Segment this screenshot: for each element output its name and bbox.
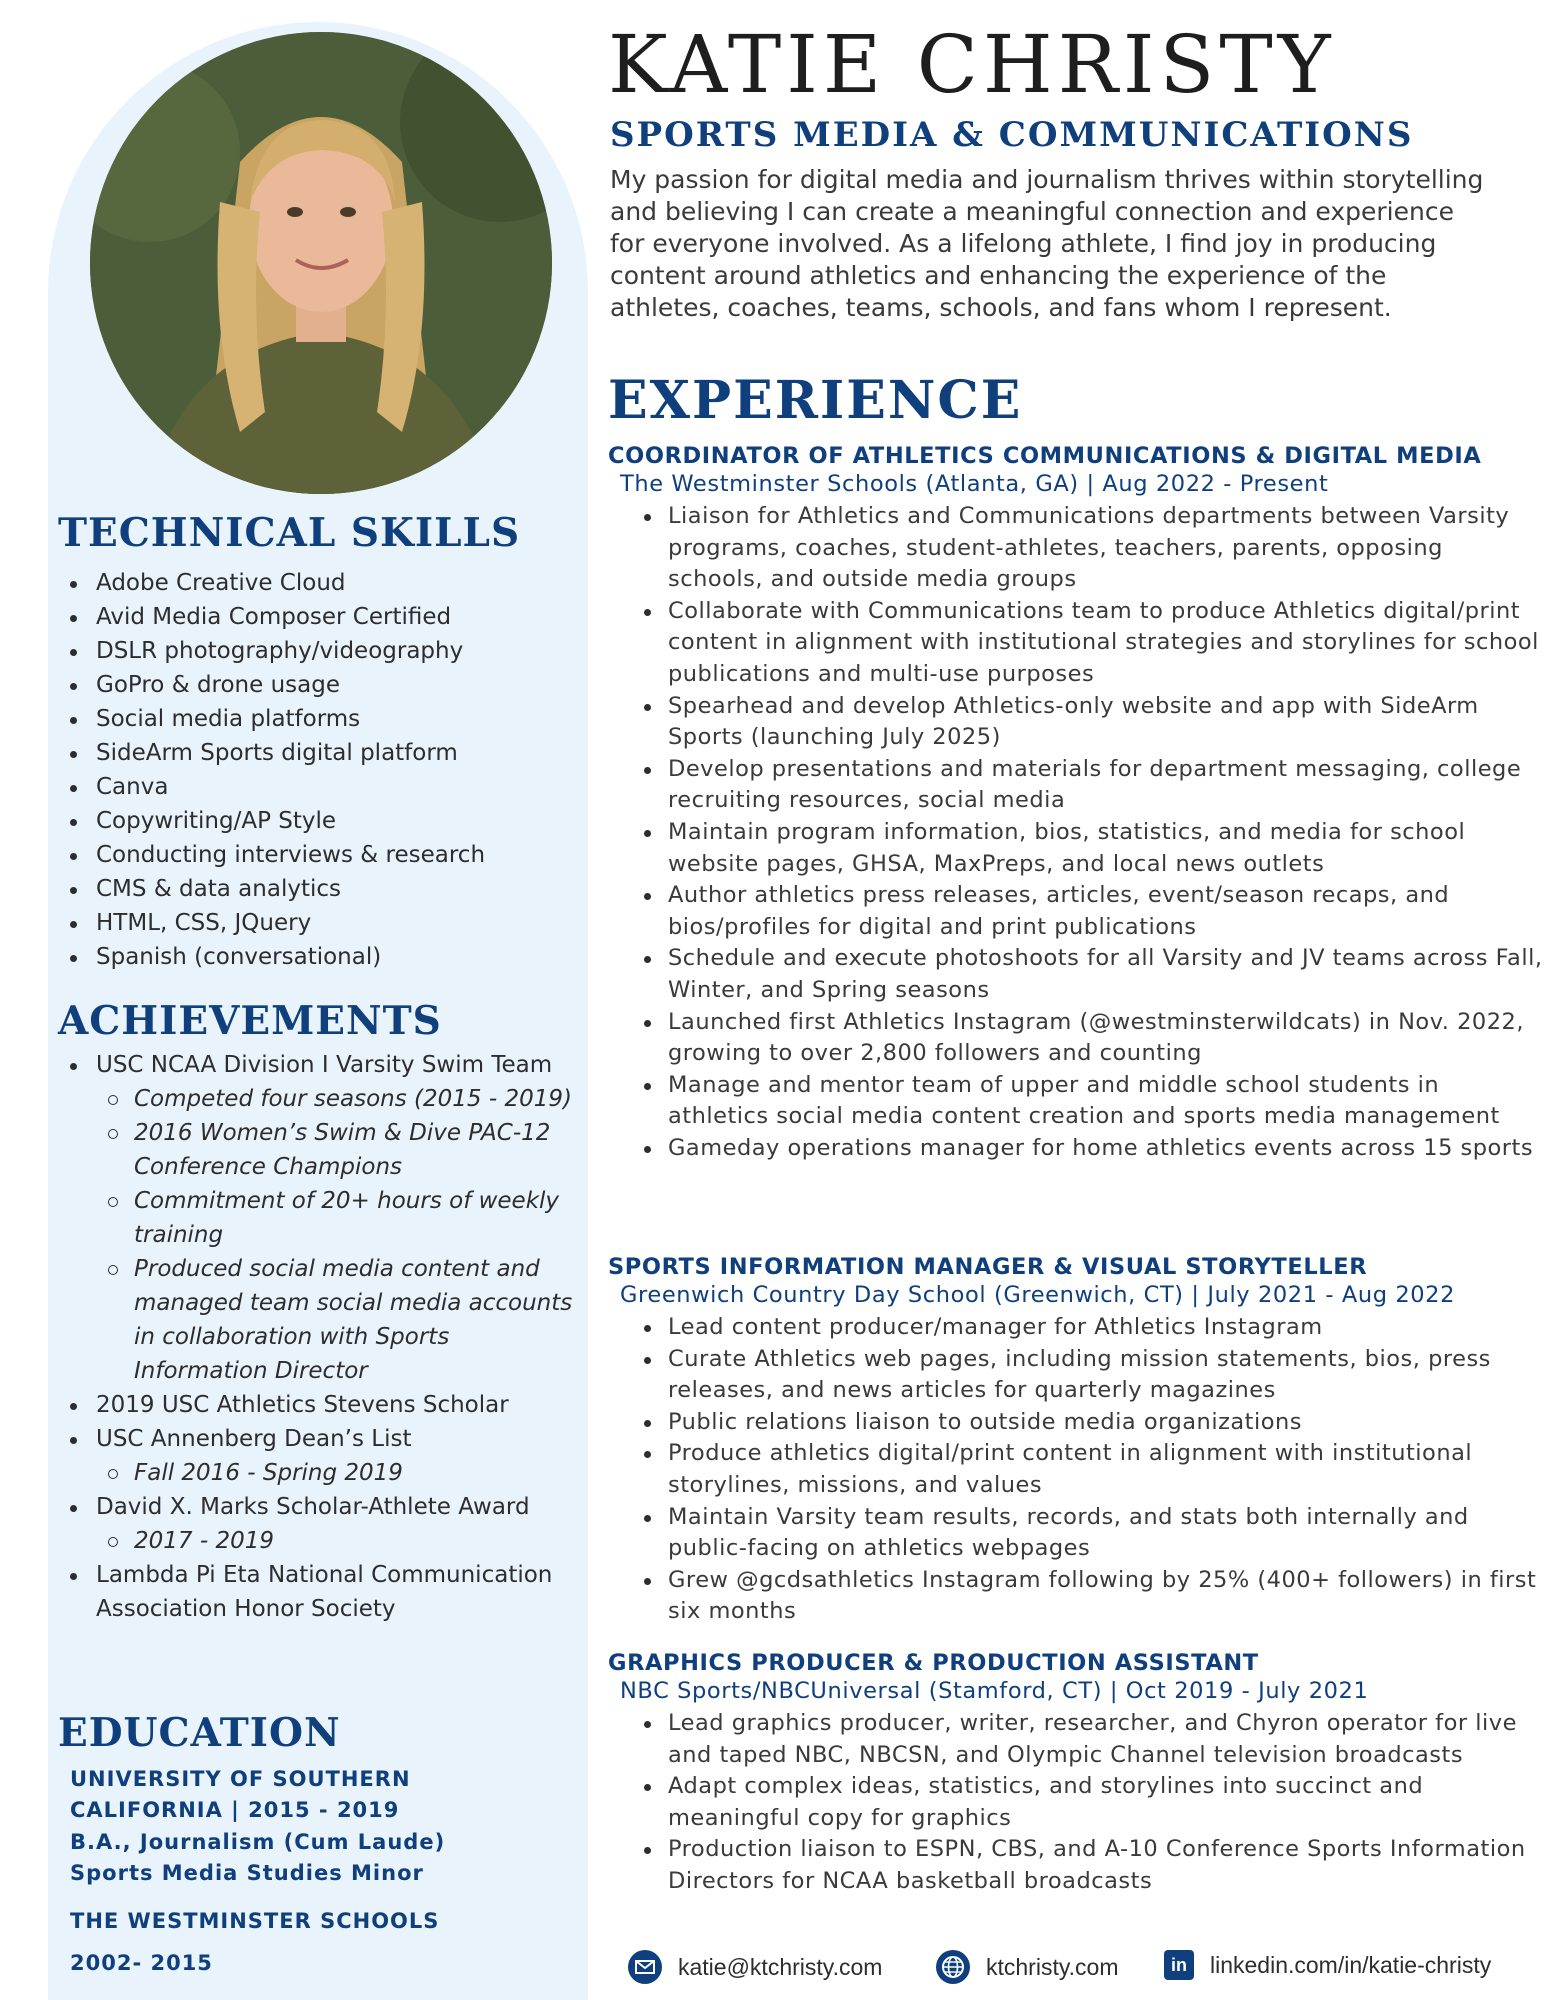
sub-list-item: Fall 2016 - Spring 2019 — [58, 1456, 578, 1490]
list-item: Curate Athletics web pages, including mission statements, bios, press releases, and news articles for quarterly magazines — [608, 1344, 1543, 1407]
envelope-icon — [628, 1950, 662, 1984]
list-item: Adobe Creative Cloud — [58, 566, 578, 600]
list-item: David X. Marks Scholar-Athlete Award — [58, 1490, 578, 1524]
list-item: Liaison for Athletics and Communications departments between Varsity programs, coaches, student-athletes, teachers, parents, opposing schools, and outside media groups — [608, 501, 1543, 596]
list-item: Manage and mentor team of upper and middle school students in athletics social media content creation and sports media management — [608, 1070, 1543, 1133]
job-organization: NBC Sports/NBCUniversal (Stamford, CT) | Oct 2019 - July 2021 — [620, 1678, 1369, 1704]
list-item: Grew @gcdsathletics Instagram following by 25% (400+ followers) in first six months — [608, 1565, 1543, 1628]
list-item: Lambda Pi Eta National Communication Association Honor Society — [58, 1558, 578, 1626]
skills-list — [58, 566, 578, 974]
list-item: 2019 USC Athletics Stevens Scholar — [58, 1388, 578, 1422]
list-item: Author athletics press releases, articles, event/season recaps, and bios/profiles for digital and print publications — [608, 880, 1543, 943]
sub-list-item: Produced social media content and managed team social media accounts in collaboration with Sports Information Director — [58, 1252, 578, 1388]
list-item: Production liaison to ESPN, CBS, and A-10 Conference Sports Information Directors for NCAA basketball broadcasts — [608, 1834, 1543, 1897]
linkedin-link[interactable]: linkedin.com/in/katie-christy — [1210, 1951, 1492, 1978]
list-item: Canva — [58, 770, 578, 804]
list-item: GoPro & drone usage — [58, 668, 578, 702]
job-title: SPORTS INFORMATION MANAGER & VISUAL STORYTELLER — [608, 1254, 1368, 1280]
list-item: Avid Media Composer Certified — [58, 600, 578, 634]
linkedin-contact[interactable] — [1164, 1950, 1491, 1980]
job-subtitle: SPORTS MEDIA & COMMUNICATIONS — [610, 115, 1414, 155]
sub-list-item: 2016 Women’s Swim & Dive PAC-12 Conference Champions — [58, 1116, 578, 1184]
degree: B.A., Journalism (Cum Laude) — [70, 1830, 446, 1854]
sub-list-item: Commitment of 20+ hours of weekly training — [58, 1184, 578, 1252]
list-item: Schedule and execute photoshoots for all Varsity and JV teams across Fall, Winter, and Spring seasons — [608, 943, 1543, 1006]
job-organization: The Westminster Schools (Atlanta, GA) | Aug 2022 - Present — [620, 471, 1329, 497]
email-link[interactable]: katie@ktchristy.com — [678, 1953, 883, 1980]
list-item: Lead graphics producer, writer, researcher, and Chyron operator for live and taped NBC, NBCSN, and Olympic Channel television broadcasts — [608, 1708, 1543, 1771]
list-item: Adapt complex ideas, statistics, and storylines into succinct and meaningful copy for graphics — [608, 1771, 1543, 1834]
list-item: Gameday operations manager for home athletics events across 15 sports — [608, 1133, 1543, 1165]
list-item: CMS & data analytics — [58, 872, 578, 906]
school-dates: CALIFORNIA | 2015 - 2019 — [70, 1798, 400, 1822]
website-contact[interactable] — [936, 1950, 1118, 1984]
school-name: UNIVERSITY OF SOUTHERN — [70, 1767, 411, 1791]
list-item: Public relations liaison to outside media organizations — [608, 1407, 1543, 1439]
list-item: Maintain program information, bios, statistics, and media for school website pages, GHSA, MaxPreps, and local news outlets — [608, 817, 1543, 880]
list-item: Social media platforms — [58, 702, 578, 736]
job-title: GRAPHICS PRODUCER & PRODUCTION ASSISTANT — [608, 1650, 1259, 1676]
education-heading: EDUCATION — [58, 1710, 341, 1756]
sub-list-item: 2017 - 2019 — [58, 1524, 578, 1558]
job-bullets — [608, 1708, 1543, 1898]
achievements-heading: ACHIEVEMENTS — [58, 998, 442, 1044]
list-item: USC NCAA Division I Varsity Swim Team — [58, 1048, 578, 1082]
skills-heading: TECHNICAL SKILLS — [58, 510, 521, 556]
globe-icon — [936, 1950, 970, 1984]
experience-heading: EXPERIENCE — [608, 370, 1023, 431]
summary-paragraph: My passion for digital media and journalism thrives within storytelling and believing I can create a meaningful connection and experience for everyone involved. As a lifelong athlete, I find joy in producing content around athletics and enhancing the experience of the athletes, coaches, teams, schools, and fans whom I represent. — [610, 165, 1484, 322]
list-item: Conducting interviews & research — [58, 838, 578, 872]
school-name: THE WESTMINSTER SCHOOLS — [70, 1909, 440, 1933]
website-link[interactable]: ktchristy.com — [986, 1953, 1119, 1980]
job-bullets — [608, 501, 1543, 1164]
job-title: COORDINATOR OF ATHLETICS COMMUNICATIONS & DIGITAL MEDIA — [608, 443, 1482, 469]
job-entry — [608, 1650, 1543, 1898]
minor: Sports Media Studies Minor — [70, 1861, 424, 1885]
job-entry — [608, 1254, 1543, 1628]
list-item: DSLR photography/videography — [58, 634, 578, 668]
sub-list-item: Competed four seasons (2015 - 2019) — [58, 1082, 578, 1116]
list-item: Collaborate with Communications team to produce Athletics digital/print content in alignment with institutional strategies and storylines for school publications and multi-use purposes — [608, 596, 1543, 691]
job-organization: Greenwich Country Day School (Greenwich, CT) | July 2021 - Aug 2022 — [620, 1282, 1456, 1308]
job-bullets — [608, 1312, 1543, 1628]
list-item: Launched first Athletics Instagram (@westminsterwildcats) in Nov. 2022, growing to over 2,800 followers and counting — [608, 1007, 1543, 1070]
list-item: Produce athletics digital/print content in alignment with institutional storylines, missions, and values — [608, 1438, 1543, 1501]
list-item: Spearhead and develop Athletics-only website and app with SideArm Sports (launching July 2025) — [608, 691, 1543, 754]
list-item: USC Annenberg Dean’s List — [58, 1422, 578, 1456]
list-item: SideArm Sports digital platform — [58, 736, 578, 770]
list-item: HTML, CSS, JQuery — [58, 906, 578, 940]
list-item: Lead content producer/manager for Athletics Instagram — [608, 1312, 1543, 1344]
portrait-image — [90, 32, 552, 494]
linkedin-icon: in — [1164, 1950, 1194, 1980]
list-item: Maintain Varsity team results, records, and stats both internally and public-facing on athletics webpages — [608, 1502, 1543, 1565]
list-item: Spanish (conversational) — [58, 940, 578, 974]
email-contact[interactable] — [628, 1950, 882, 1984]
list-item: Develop presentations and materials for department messaging, college recruiting resources, social media — [608, 754, 1543, 817]
achievements-list — [58, 1048, 578, 1626]
list-item: Copywriting/AP Style — [58, 804, 578, 838]
school-dates: 2002- 2015 — [70, 1951, 213, 1975]
profile-photo — [90, 32, 552, 494]
page-title: KATIE CHRISTY — [608, 18, 1336, 111]
job-entry — [608, 443, 1543, 1164]
